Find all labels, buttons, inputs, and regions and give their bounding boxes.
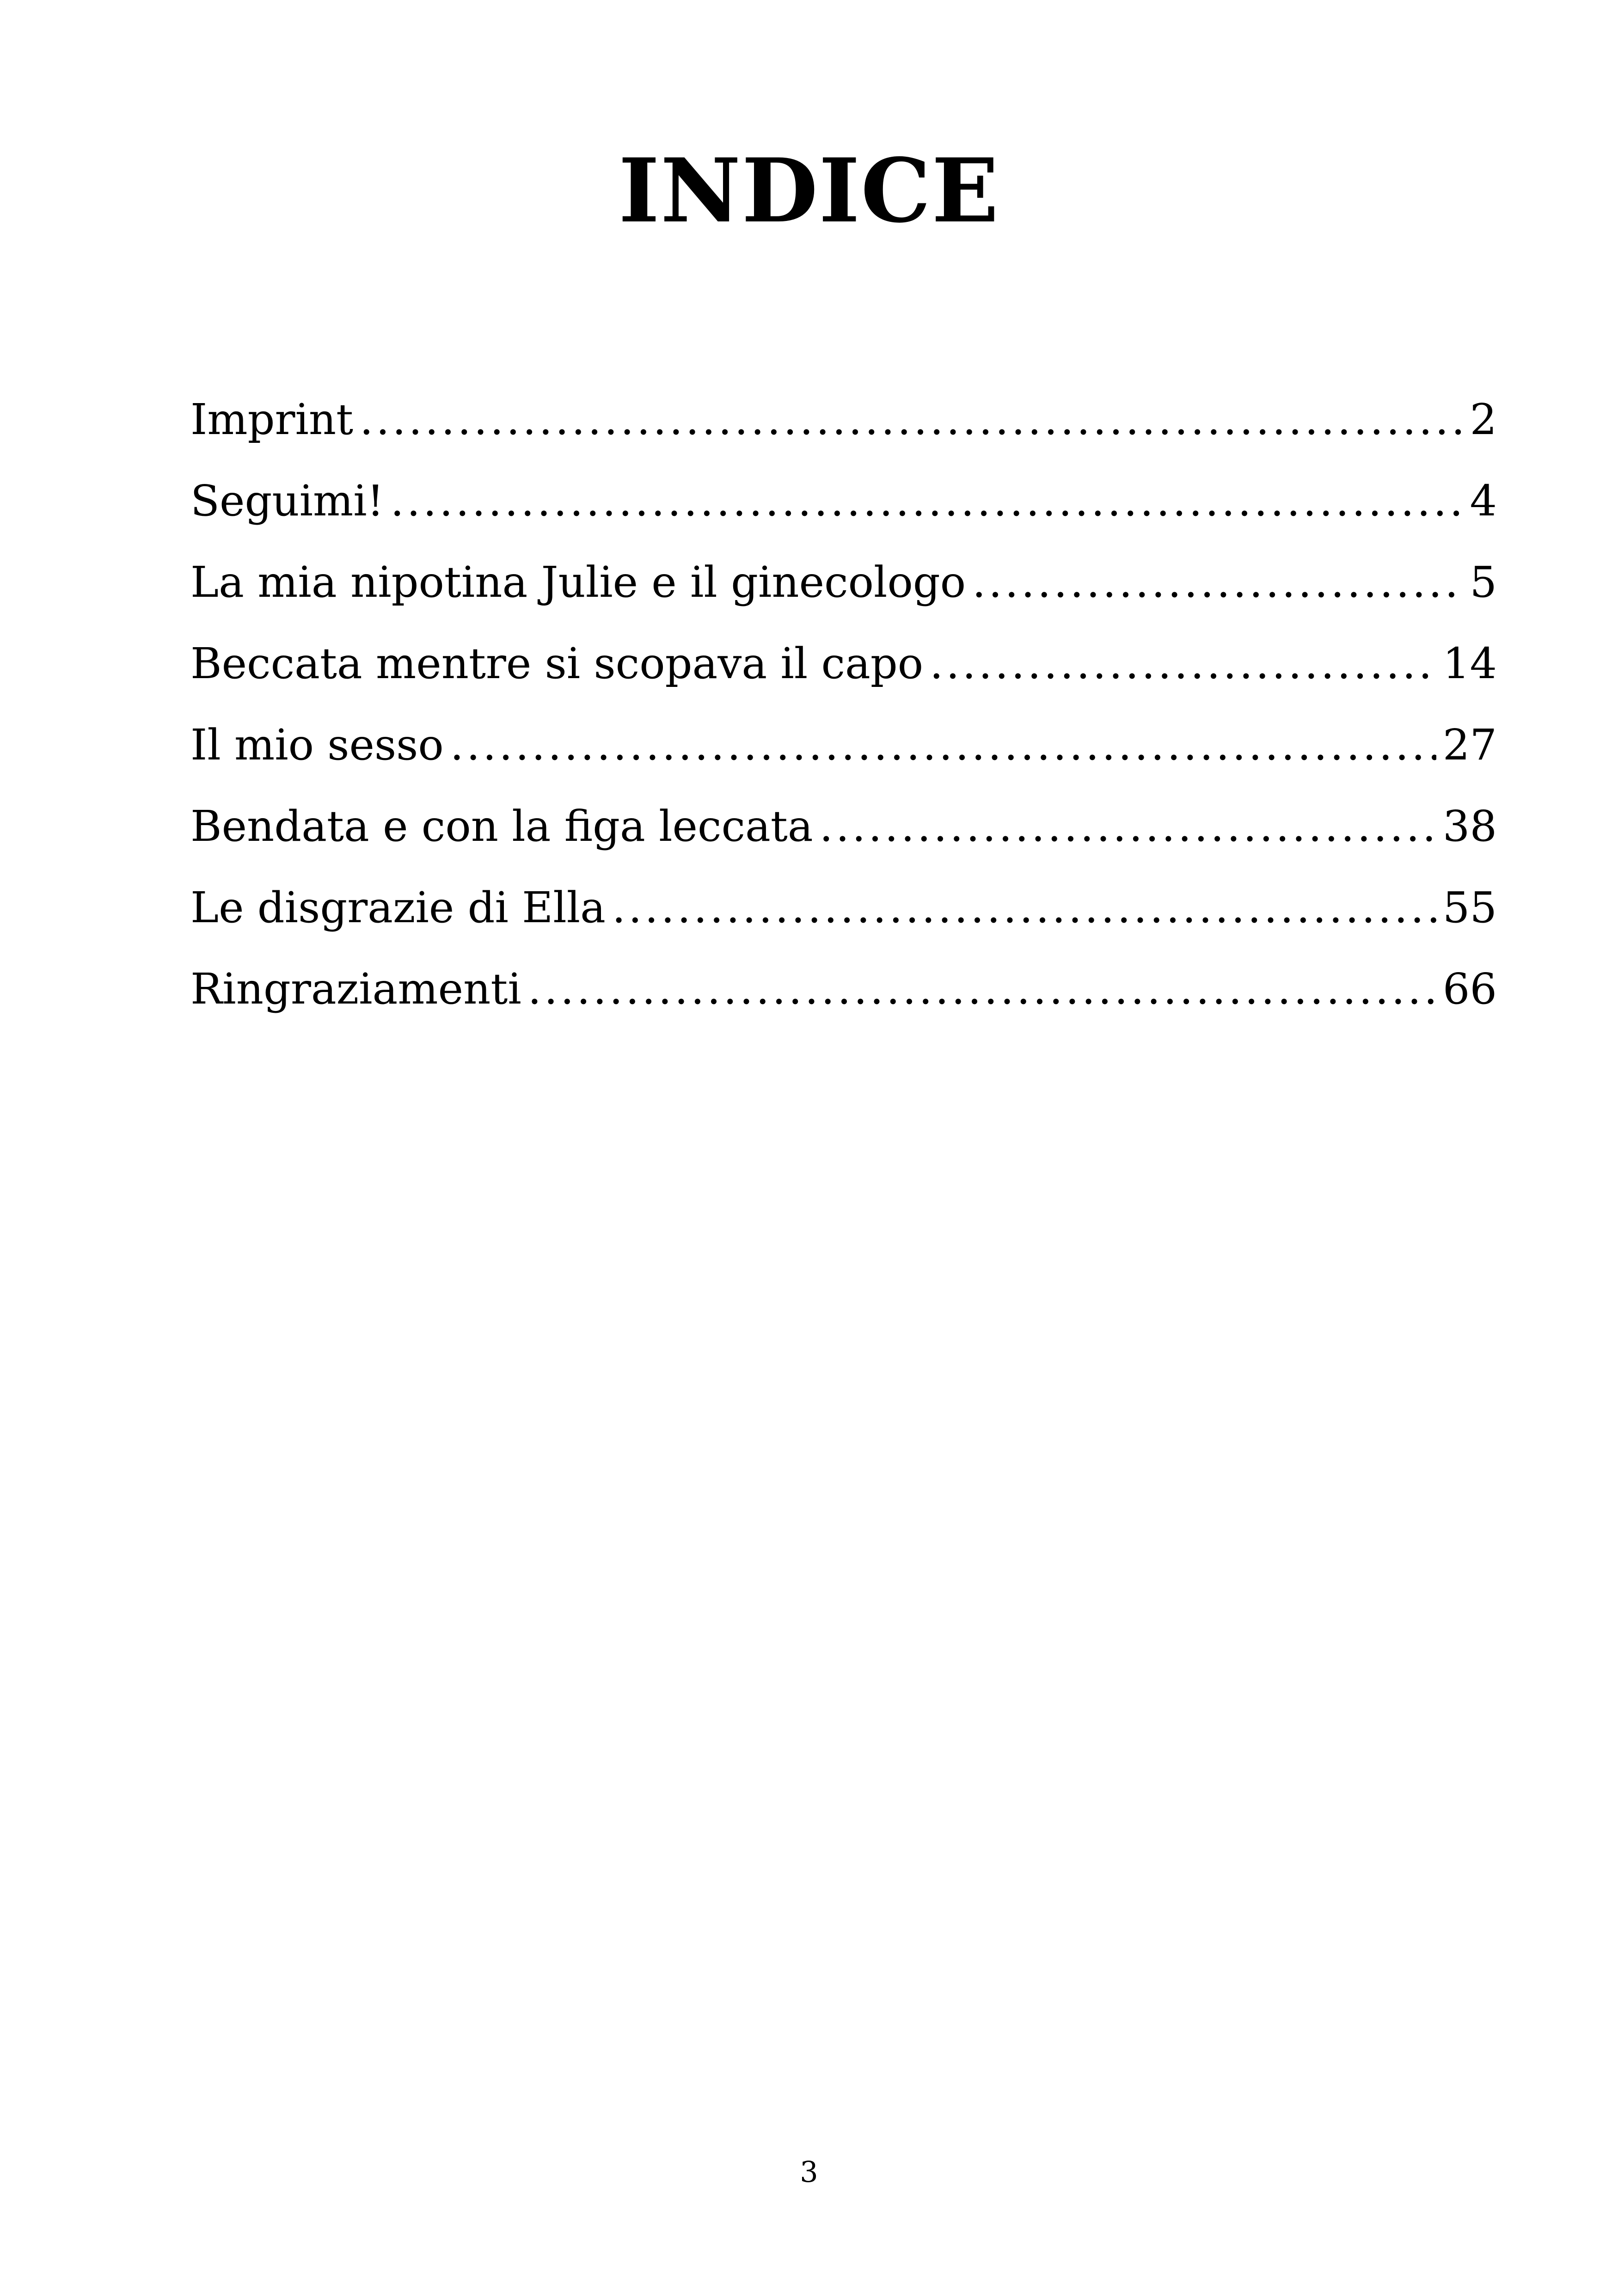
toc-entry-label: Ringraziamenti bbox=[190, 964, 521, 1014]
toc-entry-seguimi[interactable] bbox=[190, 460, 1497, 542]
toc-entry-page: 5 bbox=[1470, 557, 1497, 607]
toc-entry-label: Le disgrazie di Ella bbox=[190, 883, 606, 932]
page-title: INDICE bbox=[618, 139, 1000, 242]
toc-entry-page: 38 bbox=[1442, 802, 1497, 851]
toc-entry-page: 55 bbox=[1442, 883, 1497, 932]
toc-dot-leader bbox=[528, 949, 1436, 1030]
toc-dot-leader bbox=[450, 704, 1436, 786]
toc-dot-leader bbox=[820, 786, 1436, 867]
toc-entry-label: Imprint bbox=[190, 395, 354, 444]
toc-entry-page: 2 bbox=[1470, 395, 1497, 444]
toc-entry-label: Seguimi! bbox=[190, 476, 384, 526]
toc-entry-label: Bendata e con la figa leccata bbox=[190, 802, 813, 851]
toc-entry-page: 27 bbox=[1442, 720, 1497, 770]
toc-entry-page: 66 bbox=[1442, 964, 1497, 1014]
toc-dot-leader bbox=[972, 542, 1463, 623]
page-number: 3 bbox=[800, 2155, 818, 2189]
toc-entry-imprint[interactable] bbox=[190, 379, 1497, 460]
toc-dot-leader bbox=[930, 623, 1436, 704]
toc-dot-leader bbox=[360, 379, 1463, 460]
toc-entry-julie[interactable] bbox=[190, 542, 1497, 623]
toc-entry-ella[interactable] bbox=[190, 867, 1497, 949]
toc-entry-bendata[interactable] bbox=[190, 786, 1497, 867]
toc-dot-leader bbox=[391, 460, 1464, 542]
toc-dot-leader bbox=[612, 867, 1436, 949]
toc-entry-label: Il mio sesso bbox=[190, 720, 444, 770]
toc-entry-page: 14 bbox=[1442, 639, 1497, 688]
toc-entry-label: La mia nipotina Julie e il ginecologo bbox=[190, 557, 966, 607]
toc-entry-label: Beccata mentre si scopava il capo bbox=[190, 639, 924, 688]
toc-entry-il-mio-sesso[interactable] bbox=[190, 704, 1497, 786]
toc-entry-page: 4 bbox=[1470, 476, 1497, 526]
toc-entry-beccata[interactable] bbox=[190, 623, 1497, 704]
toc-entry-ringraziamenti[interactable] bbox=[190, 949, 1497, 1030]
table-of-contents bbox=[190, 379, 1497, 1030]
